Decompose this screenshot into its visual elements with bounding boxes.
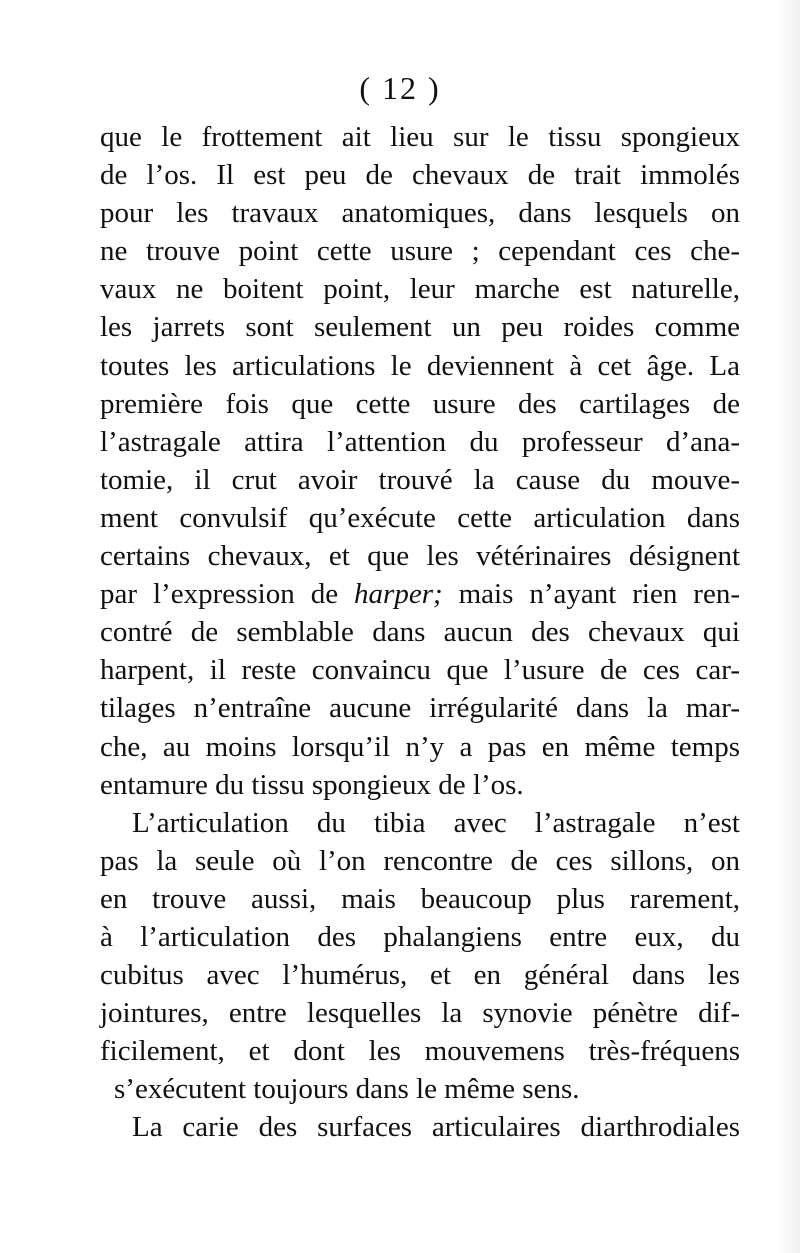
text-line: première fois que cette usure des cartilages de — [100, 387, 740, 420]
text-line: entamure du tissu spongieux de l’os. — [100, 768, 524, 801]
text-line: tomie, il crut avoir trouvé la cause du mouve- — [100, 463, 740, 496]
text-line: pas la seule où l’on rencontre de ces sillons, on — [100, 844, 740, 877]
text-segment: mais n’ayant rien ren- — [442, 578, 740, 611]
text-line: à l’articulation des phalangiens entre eux, du — [100, 920, 740, 953]
page-edge-shadow — [780, 0, 800, 1253]
text-line: cubitus avec l’humérus, et en général dans les — [100, 959, 740, 992]
paragraph-start-line: L’articulation du tibia avec l’astragale n’est — [132, 806, 740, 839]
text-line: certains chevaux, et que les vétérinaires désignent — [100, 540, 740, 573]
text-line: harpent, il reste convaincu que l’usure de ces car- — [100, 654, 740, 687]
text-line: pour les travaux anatomiques, dans lesquels on — [100, 197, 740, 230]
text-line: ne trouve point cette usure ; cependant ces che- — [100, 235, 740, 268]
text-line: en trouve aussi, mais beaucoup plus rarement, — [100, 882, 740, 915]
text-line: tilages n’entraîne aucune irrégularité dans la mar- — [100, 692, 740, 725]
text-line: les jarrets sont seulement un peu roides comme — [100, 311, 740, 344]
text-line: ment convulsif qu’exécute cette articulation dans — [100, 501, 740, 534]
text-line: vaux ne boitent point, leur marche est naturelle, — [100, 273, 740, 306]
paragraph-start-line: La carie des surfaces articulaires diarthrodiales — [132, 1111, 740, 1144]
text-line: l’astragale attira l’attention du professeur d’ana- — [100, 425, 740, 458]
text-line: che, au moins lorsqu’il n’y a pas en même temps — [100, 730, 740, 763]
italic-term: harper; — [354, 578, 443, 611]
text-line: s’exécutent toujours dans le même sens. — [114, 1073, 580, 1106]
text-line: toutes les articulations le deviennent à cet âge. La — [100, 349, 740, 382]
page-number: ( 12 ) — [359, 70, 441, 106]
text-segment: par l’expression de — [100, 578, 355, 611]
text-line-with-italic — [100, 575, 740, 613]
text-line: de l’os. Il est peu de chevaux de trait immolés — [100, 159, 740, 192]
text-line: jointures, entre lesquelles la synovie pénètre dif- — [100, 997, 740, 1030]
text-line: contré de semblable dans aucun des chevaux qui — [100, 616, 740, 649]
text-line: ficilement, et dont les mouvemens très-fréquens — [100, 1035, 740, 1068]
body-text — [100, 118, 740, 1147]
text-line: que le frottement ait lieu sur le tissu spongieux — [100, 121, 740, 153]
